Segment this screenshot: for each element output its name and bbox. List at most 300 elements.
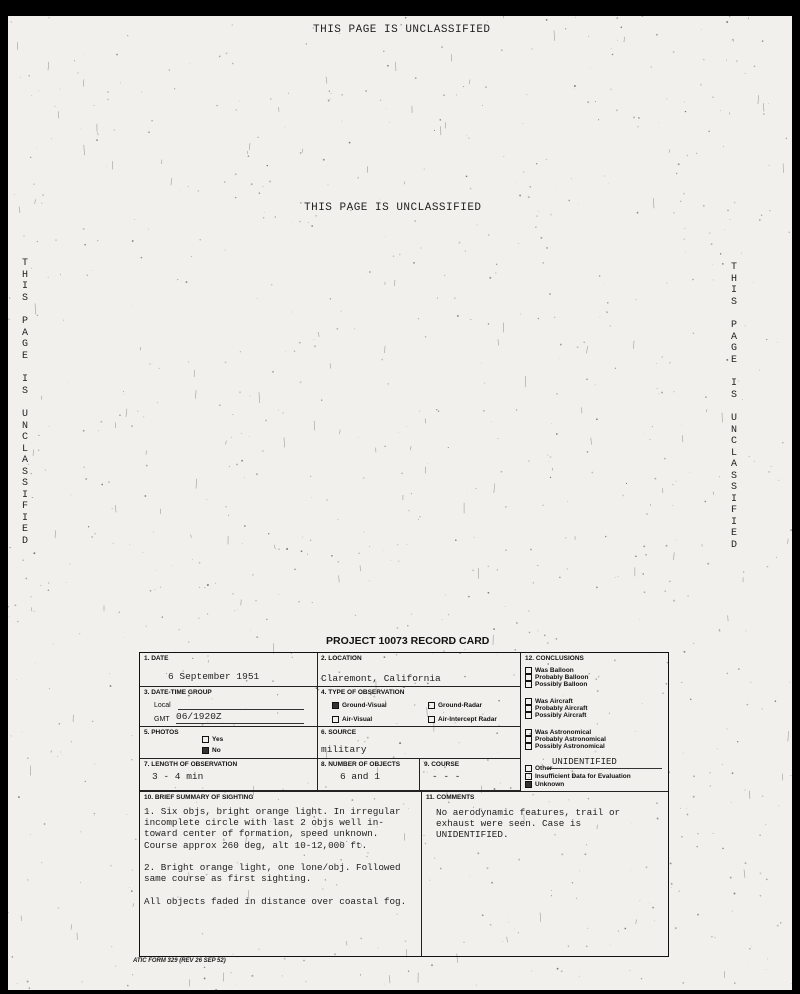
speckle xyxy=(83,430,85,432)
speckle xyxy=(326,499,327,500)
speckle xyxy=(315,215,317,217)
speckle xyxy=(94,815,95,816)
vertical-banner-letter: D xyxy=(22,535,29,547)
speckle xyxy=(120,82,121,83)
speckle xyxy=(567,501,568,502)
speckle xyxy=(591,472,593,474)
speckle xyxy=(145,495,147,497)
speckle xyxy=(434,130,435,131)
speckle xyxy=(35,663,36,664)
speckle xyxy=(9,547,10,548)
speckle xyxy=(237,957,238,958)
speckle xyxy=(323,159,325,161)
speckle xyxy=(732,911,733,912)
speckle xyxy=(300,381,302,383)
speckle xyxy=(53,643,54,644)
speckle xyxy=(418,318,419,319)
speckle xyxy=(518,243,519,244)
summary-line: 2. Bright orange light, one lone/obj. Followed xyxy=(144,862,401,873)
speckle xyxy=(664,458,666,460)
speckle xyxy=(763,113,765,115)
speckle xyxy=(408,970,409,971)
scratch xyxy=(274,545,275,549)
scratch xyxy=(115,505,116,512)
speckle xyxy=(737,741,738,742)
location-label: 2. LOCATION xyxy=(321,655,362,662)
speckle xyxy=(675,480,676,481)
speckle xyxy=(766,969,767,970)
speckle xyxy=(22,559,24,561)
speckle xyxy=(465,649,466,650)
speckle xyxy=(255,600,256,601)
speckle xyxy=(726,60,727,61)
speckle xyxy=(198,190,200,192)
speckle xyxy=(711,936,712,937)
speckle xyxy=(652,426,653,427)
dtg-gmt-line xyxy=(176,723,304,724)
speckle xyxy=(259,192,261,194)
dtg-local-line xyxy=(178,709,304,710)
speckle xyxy=(87,275,89,277)
speckle xyxy=(664,590,665,591)
speckle xyxy=(720,110,721,111)
speckle xyxy=(77,72,78,73)
speckle xyxy=(436,409,437,410)
speckle xyxy=(673,391,675,393)
speckle xyxy=(294,350,296,352)
speckle xyxy=(299,221,301,223)
speckle xyxy=(251,183,253,185)
speckle xyxy=(310,539,312,541)
speckle xyxy=(693,333,694,334)
scratch xyxy=(58,111,59,118)
speckle xyxy=(59,89,60,90)
speckle xyxy=(719,630,721,632)
speckle xyxy=(264,212,265,213)
speckle xyxy=(420,247,421,248)
speckle xyxy=(399,254,401,256)
scratch xyxy=(733,39,734,41)
source-value: military xyxy=(321,744,367,755)
speckle xyxy=(110,685,112,687)
speckle xyxy=(116,54,118,56)
location-value: Claremont, California xyxy=(321,673,441,684)
speckle xyxy=(291,538,292,539)
speckle xyxy=(363,477,365,479)
speckle xyxy=(328,185,329,186)
speckle xyxy=(689,472,690,473)
vertical-banner-letter: I xyxy=(731,516,738,528)
speckle xyxy=(415,77,417,79)
speckle xyxy=(232,414,233,415)
speckle xyxy=(549,293,551,295)
speckle xyxy=(225,361,227,363)
speckle xyxy=(546,159,547,160)
speckle xyxy=(41,203,42,204)
speckle xyxy=(713,279,714,280)
speckle xyxy=(778,480,779,481)
speckle xyxy=(101,484,103,486)
vertical-banner-letter: I xyxy=(22,489,29,501)
speckle xyxy=(586,378,588,380)
vertical-banner-letter: F xyxy=(731,505,738,516)
speckle xyxy=(590,67,591,68)
speckle xyxy=(307,554,308,555)
speckle xyxy=(531,48,533,50)
speckle xyxy=(330,99,331,100)
scratch xyxy=(55,530,56,538)
summary-line: All objects faded in distance over coastal fog. xyxy=(144,895,407,907)
vertical-banner-letter: D xyxy=(731,539,738,551)
dtg-cell xyxy=(140,687,318,727)
vertical-banner-letter: P xyxy=(731,320,738,331)
speckle xyxy=(132,240,134,242)
speckle xyxy=(777,342,778,343)
speckle xyxy=(700,84,702,86)
speckle xyxy=(49,688,50,689)
speckle xyxy=(349,142,351,144)
speckle xyxy=(301,550,303,552)
speckle xyxy=(302,536,303,537)
scratch xyxy=(748,17,749,19)
speckle xyxy=(574,85,576,87)
speckle xyxy=(28,75,30,77)
speckle xyxy=(536,163,537,164)
speckle xyxy=(651,66,652,67)
speckle xyxy=(710,785,712,787)
scratch xyxy=(410,446,411,450)
scratch xyxy=(633,341,634,349)
speckle xyxy=(548,461,549,462)
speckle xyxy=(669,581,670,582)
type-option-text: Ground-Visual xyxy=(342,702,387,710)
speckle xyxy=(49,426,50,427)
summary-line: 1. Six objs, bright orange light. In irregular xyxy=(144,806,401,817)
speckle xyxy=(626,483,627,484)
speckle xyxy=(727,210,729,212)
speckle xyxy=(697,846,698,847)
speckle xyxy=(69,563,70,564)
speckle xyxy=(672,484,673,485)
speckle xyxy=(306,43,307,44)
speckle xyxy=(720,253,721,254)
speckle xyxy=(644,434,645,435)
speckle xyxy=(314,345,316,347)
speckle xyxy=(188,361,189,362)
scratch xyxy=(133,903,134,907)
speckle xyxy=(216,105,218,107)
speckle xyxy=(684,228,685,229)
speckle xyxy=(232,24,233,25)
checkbox-other xyxy=(525,765,532,772)
speckle xyxy=(37,148,38,149)
speckle xyxy=(708,131,709,132)
speckle xyxy=(81,981,83,983)
speckle xyxy=(516,622,517,623)
speckle xyxy=(599,275,601,277)
speckle xyxy=(761,215,762,216)
speckle xyxy=(365,90,367,92)
speckle xyxy=(177,279,178,280)
conclusion-insufficient-label: Insufficient Data for Evaluation xyxy=(535,773,631,781)
speckle xyxy=(232,63,234,65)
objects-cell xyxy=(318,759,420,791)
speckle xyxy=(207,613,208,614)
speckle xyxy=(767,566,769,568)
dtg-gmt-value: 06/1920Z xyxy=(176,711,222,722)
speckle xyxy=(637,212,639,214)
scratch xyxy=(788,731,789,741)
speckle xyxy=(496,264,497,265)
vertical-banner-letter: E xyxy=(22,350,29,362)
vertical-banner-letter: I xyxy=(731,378,738,389)
speckle xyxy=(286,548,288,550)
speckle xyxy=(550,214,552,216)
speckle xyxy=(556,393,557,394)
speckle xyxy=(41,862,42,863)
speckle xyxy=(40,585,41,586)
speckle xyxy=(745,862,747,864)
speckle xyxy=(37,241,38,242)
speckle xyxy=(127,35,128,36)
conclusion-option-label: Was Balloon xyxy=(535,667,574,675)
speckle xyxy=(501,471,503,473)
dtg-local-label: Local xyxy=(154,702,171,709)
speckle xyxy=(148,229,149,230)
speckle xyxy=(526,94,527,95)
speckle xyxy=(271,284,272,285)
speckle xyxy=(95,533,96,534)
vertical-banner-letter: L xyxy=(731,447,738,459)
scratch xyxy=(339,575,340,582)
speckle xyxy=(398,433,399,434)
speckle xyxy=(547,642,548,643)
speckle xyxy=(538,318,540,320)
speckle xyxy=(463,86,464,87)
speckle xyxy=(583,341,585,343)
speckle xyxy=(215,583,216,584)
speckle xyxy=(760,872,762,874)
conclusion-insufficient xyxy=(525,773,631,780)
speckle xyxy=(683,193,685,195)
record-card-title: PROJECT 10073 RECORD CARD xyxy=(326,635,490,647)
speckle xyxy=(726,21,728,23)
length-cell xyxy=(140,759,318,791)
vertical-banner-letter: F xyxy=(22,501,29,512)
speckle xyxy=(604,284,605,285)
speckle xyxy=(754,66,756,68)
speckle xyxy=(298,601,299,602)
vertical-banner-letter: U xyxy=(22,409,29,420)
speckle xyxy=(407,625,408,626)
speckle xyxy=(310,476,312,478)
speckle xyxy=(598,119,599,120)
scratch xyxy=(670,362,671,364)
speckle xyxy=(726,728,728,730)
speckle xyxy=(300,152,302,154)
speckle xyxy=(288,93,289,94)
speckle xyxy=(48,17,50,19)
speckle xyxy=(17,621,18,622)
speckle xyxy=(749,948,751,950)
speckle xyxy=(595,385,596,386)
speckle xyxy=(92,721,94,723)
speckle xyxy=(14,604,16,606)
dtg-label: 3. DATE-TIME GROUP xyxy=(144,689,212,696)
speckle xyxy=(529,632,531,634)
speckle xyxy=(765,824,766,825)
speckle xyxy=(31,268,32,269)
speckle xyxy=(390,560,391,561)
speckle xyxy=(789,232,790,233)
speckle xyxy=(59,723,61,725)
speckle xyxy=(476,224,477,225)
vertical-banner-letter: I xyxy=(731,285,738,296)
speckle xyxy=(658,122,659,123)
speckle xyxy=(762,40,763,41)
speckle xyxy=(171,565,172,566)
speckle xyxy=(381,359,383,361)
speckle xyxy=(126,814,127,815)
speckle xyxy=(680,808,681,809)
speckle xyxy=(684,651,686,653)
speckle xyxy=(159,368,160,369)
speckle xyxy=(355,615,357,617)
vertical-banner-letter: S xyxy=(22,478,29,489)
speckle xyxy=(528,460,529,461)
photos-cell xyxy=(140,727,318,759)
speckle xyxy=(644,591,646,593)
speckle xyxy=(693,796,695,798)
speckle xyxy=(262,450,263,451)
speckle xyxy=(638,117,640,119)
speckle xyxy=(30,157,31,158)
speckle xyxy=(670,862,672,864)
conclusion-other-label: Other xyxy=(535,765,553,773)
speckle xyxy=(732,772,734,774)
speckle xyxy=(23,235,24,236)
speckle xyxy=(556,638,558,640)
speckle xyxy=(327,165,328,166)
speckle xyxy=(256,298,257,299)
speckle xyxy=(722,263,724,265)
scratch xyxy=(445,122,446,128)
speckle xyxy=(8,318,9,319)
scratch xyxy=(525,376,526,387)
speckle xyxy=(704,501,706,503)
speckle xyxy=(232,593,234,595)
vertical-banner-letter: E xyxy=(731,528,738,539)
speckle xyxy=(278,548,280,550)
speckle xyxy=(112,508,113,509)
summary-line: Course approx 260 deg, alt 10-12,000 ft. xyxy=(144,839,368,851)
speckle xyxy=(753,282,754,283)
speckle xyxy=(225,966,226,967)
speckle xyxy=(544,635,546,637)
speckle xyxy=(411,613,413,615)
speckle xyxy=(134,219,135,220)
speckle xyxy=(738,668,740,670)
speckle xyxy=(790,775,791,776)
speckle xyxy=(766,879,768,881)
speckle xyxy=(751,946,752,947)
conclusion-checkbox xyxy=(525,712,532,719)
scratch xyxy=(494,484,495,493)
speckle xyxy=(712,97,713,98)
speckle xyxy=(241,460,243,462)
objects-label: 8. NUMBER OF OBJECTS xyxy=(321,761,401,768)
speckle xyxy=(179,629,180,630)
speckle xyxy=(31,473,32,474)
speckle xyxy=(443,94,445,96)
speckle xyxy=(684,239,685,240)
scratch xyxy=(758,95,759,104)
photos-no-option xyxy=(202,747,221,754)
speckle xyxy=(357,177,359,179)
speckle xyxy=(786,138,788,140)
speckle xyxy=(79,633,80,634)
speckle xyxy=(491,421,492,422)
speckle xyxy=(616,17,618,19)
speckle xyxy=(641,978,642,979)
speckle xyxy=(666,98,667,99)
speckle xyxy=(383,51,384,52)
scratch xyxy=(318,332,319,337)
speckle xyxy=(388,383,389,384)
speckle xyxy=(131,425,133,427)
speckle xyxy=(338,519,339,520)
speckle xyxy=(635,299,636,300)
speckle xyxy=(769,210,770,211)
scratch xyxy=(498,339,499,345)
speckle xyxy=(265,419,267,421)
course-cell xyxy=(420,759,521,791)
speckle xyxy=(448,614,450,616)
scratch xyxy=(788,539,789,544)
speckle xyxy=(498,438,499,439)
summary-label: 10. BRIEF SUMMARY OF SIGHTING xyxy=(144,794,254,801)
speckle xyxy=(85,781,86,782)
speckle xyxy=(131,890,133,892)
source-label: 6. SOURCE xyxy=(321,729,357,736)
scratch xyxy=(425,418,426,423)
speckle xyxy=(489,277,491,279)
comment-line: No aerodynamic features, trail or xyxy=(436,807,621,818)
type-option-ground-radar xyxy=(428,702,482,709)
speckle xyxy=(473,537,474,538)
speckle xyxy=(107,91,109,93)
speckle xyxy=(330,298,331,299)
speckle xyxy=(656,363,657,364)
speckle xyxy=(119,414,121,416)
speckle xyxy=(550,477,551,478)
speckle xyxy=(466,175,468,177)
speckle xyxy=(655,478,657,480)
speckle xyxy=(204,977,206,979)
speckle xyxy=(761,708,762,709)
vertical-banner-letter: I xyxy=(22,281,29,292)
speckle xyxy=(547,454,548,455)
speckle xyxy=(768,103,769,104)
speckle xyxy=(615,577,616,578)
summary-line: toward center of formation, speed unknown. xyxy=(144,828,379,840)
speckle xyxy=(48,583,49,584)
speckle xyxy=(308,222,309,223)
speckle xyxy=(27,879,29,881)
vertical-banner-letter: H xyxy=(731,273,738,285)
speckle xyxy=(565,537,566,538)
speckle xyxy=(386,109,387,110)
